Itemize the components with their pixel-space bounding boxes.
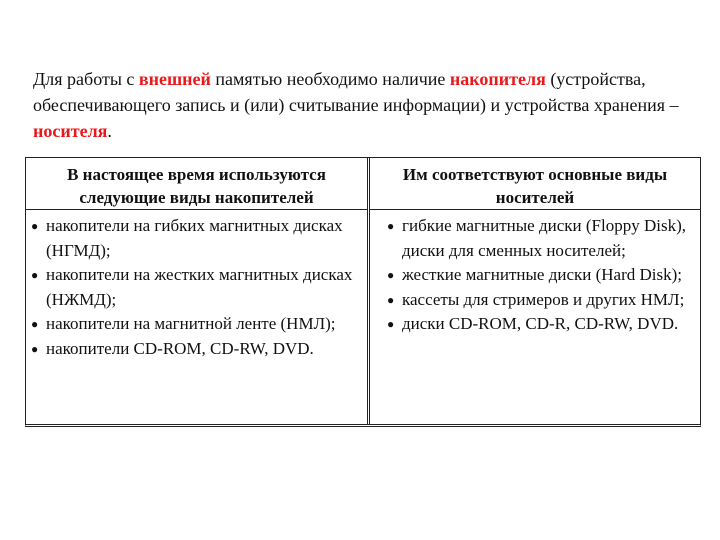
list-item (26, 337, 367, 362)
bullet-dot-icon: ● (31, 219, 39, 233)
comparison-table (25, 157, 701, 427)
drive-list (26, 210, 367, 361)
bullet-dot-icon: ● (31, 268, 39, 282)
list-item-text: накопители на гибких магнитных дисках (НГМД); (46, 216, 343, 260)
table-column-drives (26, 158, 370, 424)
bullet-dot-icon: ● (387, 268, 395, 282)
media-list (370, 210, 700, 337)
bullet-dot-icon: ● (31, 341, 39, 356)
highlight-medium: носителя (33, 121, 108, 141)
list-item-text: диски CD-ROM, CD-R, CD-RW, DVD. (402, 314, 679, 333)
intro-paragraph (33, 66, 693, 144)
list-item-text: накопители на магнитной ленте (НМЛ); (46, 314, 336, 333)
bullet-dot-icon: ● (387, 219, 395, 233)
bullet-dot-icon: ● (387, 292, 395, 307)
list-item (370, 312, 700, 337)
bullet-dot-icon: ● (387, 317, 395, 331)
bullet-dot-icon: ● (31, 317, 39, 331)
intro-text-4: . (107, 121, 112, 141)
list-item-text: накопители CD-ROM, CD-RW, DVD. (46, 338, 314, 358)
list-item-text: накопители на жестких магнитных дисках (НЖМД); (46, 265, 353, 309)
list-item-text: жесткие магнитные диски (Hard Disk); (402, 265, 683, 284)
column-header-media: Им соответствуют основные виды носителей (370, 158, 700, 210)
list-item (26, 263, 367, 312)
list-item-text: кассеты для стримеров и других НМЛ; (402, 289, 685, 309)
list-item (26, 214, 367, 263)
list-item (370, 263, 700, 288)
list-item (370, 214, 700, 263)
list-item (370, 288, 700, 313)
highlight-drive: накопителя (449, 69, 546, 89)
list-item (26, 312, 367, 337)
list-item-text: гибкие магнитные диски (Floppy Disk), диски для сменных носителей; (402, 216, 686, 260)
intro-text-1: Для работы с (33, 69, 139, 89)
column-header-drives: В настоящее время используются следующие виды накопителей (26, 158, 367, 210)
highlight-external: внешней (138, 69, 211, 89)
table-column-media (370, 158, 700, 424)
intro-text-3: (устройства, обеспечивающего запись и (или) считывание информации) и устройства хранения – (33, 69, 679, 115)
intro-text-2: памятью необходимо наличие (210, 69, 450, 89)
